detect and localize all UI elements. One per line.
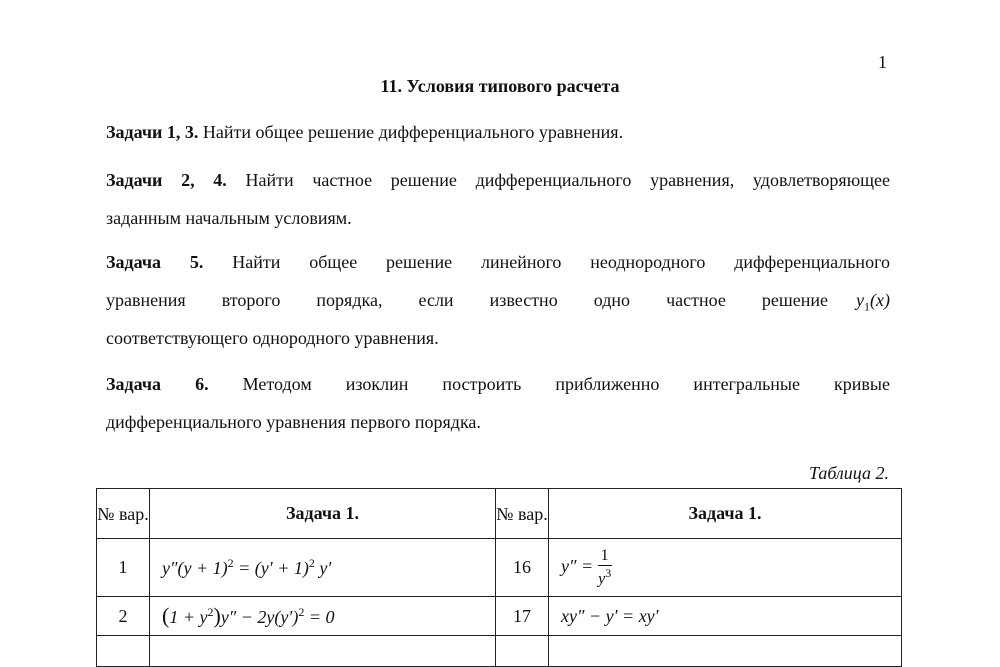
- task-text: соответствующего однородного уравнения.: [106, 328, 439, 348]
- table-row: [97, 597, 902, 636]
- task-text: Найти частное решение дифференциального уравнения, удовлетворяющее: [245, 170, 890, 190]
- task-5: [106, 243, 890, 357]
- variant-number: 2: [97, 597, 150, 636]
- table-caption: Таблица 2.: [808, 463, 889, 483]
- task-1-3: [106, 113, 890, 151]
- variant-number: [496, 636, 549, 667]
- task-text: Методом изоклин построить приближенно интегральные кривые: [242, 374, 890, 394]
- task-6: [106, 365, 890, 441]
- task-text: уравнения второго порядка, если известно одно частное решение: [106, 290, 829, 310]
- task-label: Задача 5.: [106, 252, 204, 272]
- task-label: Задачи 1, 3.: [106, 122, 199, 142]
- formula: y″ = $\frac{1}{y^3}$: [549, 539, 902, 597]
- header-num: № вар.: [496, 489, 549, 539]
- formula: [150, 636, 496, 667]
- inline-formula-y1x: $y_1(x)$: [856, 290, 890, 314]
- formula: xy″ − y′ = xy′: [549, 597, 902, 636]
- header-num: № вар.: [97, 489, 150, 539]
- formula: $y''(y + 1)^2 = (y' + 1)^2$ y′: [150, 539, 496, 597]
- table-row: [97, 636, 902, 667]
- task-label: Задача 6.: [106, 374, 209, 394]
- header-task: Задача 1.: [150, 489, 496, 539]
- section-title: 11. Условия типового расчета: [380, 76, 620, 96]
- task-label: Задачи 2, 4.: [106, 170, 227, 190]
- variant-number: [97, 636, 150, 667]
- task-text: Найти общее решение линейного неоднородного дифференциального: [232, 252, 890, 272]
- header-task: Задача 1.: [549, 489, 902, 539]
- variant-number: 1: [97, 539, 150, 597]
- formula: $(1 + y^2)y'' - 2y(y')^2 = 0$: [150, 597, 496, 636]
- formula: [549, 636, 902, 667]
- variants-table: [96, 488, 902, 667]
- table-row: [97, 539, 902, 597]
- variant-number: 16: [496, 539, 549, 597]
- variant-number: 17: [496, 597, 549, 636]
- task-text: дифференциального уравнения первого порядка.: [106, 412, 481, 432]
- task-text: Найти общее решение дифференциального уравнения.: [202, 122, 624, 142]
- task-text: заданным начальным условиям.: [106, 208, 352, 228]
- table-header-row: [97, 489, 902, 539]
- task-2-4: [106, 161, 890, 237]
- page-number: 1: [878, 52, 887, 72]
